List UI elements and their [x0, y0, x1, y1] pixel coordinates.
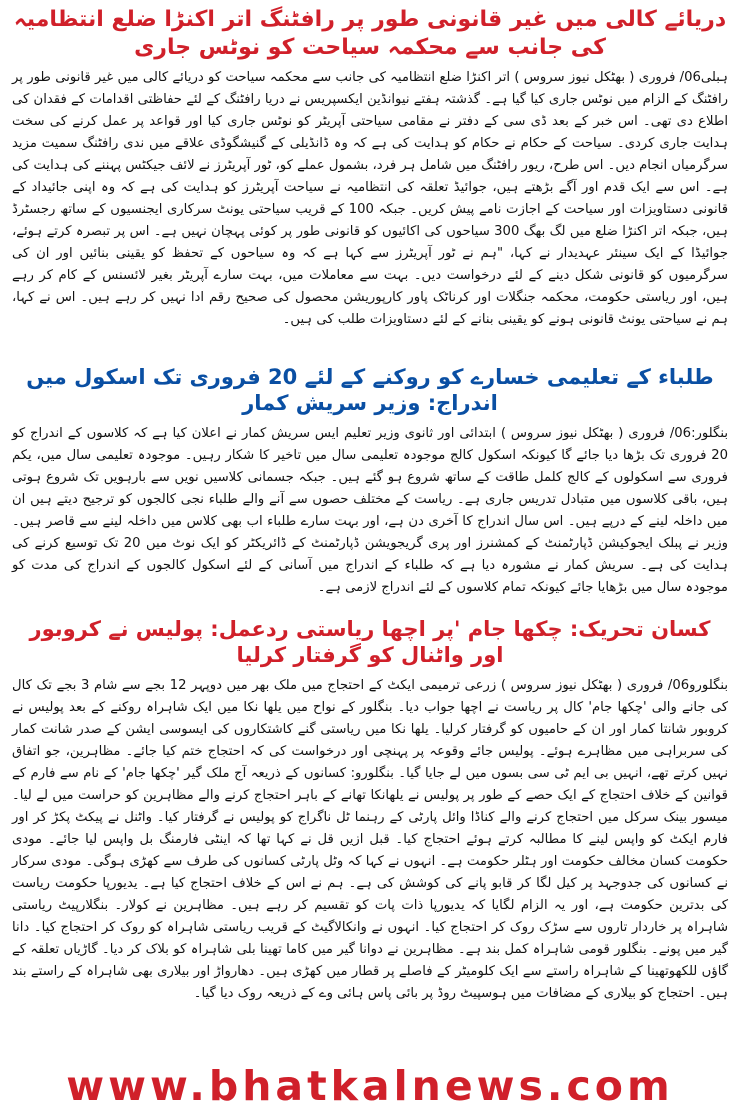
article-body: ہبلی06/ فروری ( بھٹکل نیوز سروس ) اتر اکنڑا ضلع انتظامیہ کی جانب سے محکمہ سیاحت کو دریائے کالی میں غیر قانونی طور پر رافٹنگ کے الزام میں نوٹس جاری کیا گیا ہے۔ گذشتہ ہفتے نیوانڈین ایکسپریس نے دریا رافٹنگ کے لئے حفاظتی اقدامات کے فقدان کی اطلاع دی تھی۔ اس خبر کے بعد ڈی سی کے دفتر نے مقامی سیاحتی آپریٹر کو نوٹس جاری کیا اور قواعد پر عمل کرنے کی سخت ہدایت جاری کردی۔ سیاحت کے حکام نے حکام کو ہدایت کی ہے کہ وہ ڈانڈیلی کے گنیشگوڈی علاقے میں ندی رافٹنگ سمیت مزید سرگرمیاں انجام دیں۔ اس طرح، ریور رافٹنگ میں شامل ہر فرد، بشمول عملے کو، ٹور آپریٹرز نے لائف جیکٹس پہننے کی ہدایت کی ہے۔ اس سے ایک قدم اور آگے بڑھتے ہیں، جوائیڈ تعلقہ کی انتظامیہ نے سیاحت آپریٹرز کو ہدایت کی ہے کہ وہ اپنی جائیداد کے قانونی دستاویزات اور سیاحت کے اجازت نامے پیش کریں۔ جبکہ 100 کے قریب سیاحتی یونٹ سرکاری ایجنسیوں کے ساتھ رجسٹرڈ ہیں، جبکہ اتر اکنڑا ضلع میں لگ بھگ 300 سیاحوں کی اکائیوں کو قانونی طور پر کوئی پہچان نہیں ہے۔ اس پر تبصرہ کرتے ہوئے، جوائیڈا کے ایک سینئر عہدیدار نے کہا، "ہم نے ٹور آپریٹرز سے کہا ہے کہ وہ سیاحوں کے تحفظ کو یقینی بنائیں اور ان کی سرگرمیوں کو قانونی شکل دینے کے لئے درخواست دیں۔ بہت سے معاملات میں، بہت سارے آپریٹر بغیر لائسنس کے کام کر رہے ہیں، اور ریاستی حکومت، محکمہ جنگلات اور کرناٹک پاور کارپوریشن محصول کی صحیح رقم ادا نہیں کر رہے ہیں۔ اس نے کہا، ہم نے سیاحتی یونٹ قانونی ہونے کو یقینی بنانے کے لئے دستاویزات طلب کی ہیں۔ — [12, 70, 729, 327]
site-url-banner[interactable]: www.bhatkalnews.com — [66, 1062, 674, 1110]
article-rafting-notice — [12, 6, 728, 331]
article-body: بنگلور:06/ فروری ( بھٹکل نیوز سروس ) ابتدائی اور ثانوی وزیر تعلیم ایس سریش کمار نے اعلان کیا ہے کہ کلاسوں کے اندراج کو 20 فروری تک بڑھا دیا جائے گا کیونکہ اسکول کالج موجودہ تعلیمی سال میں تاخیر کا شکار رہیں۔ موجودہ تعلیمی سال میں، یکم فروری سے اسکولوں کے کالج کلمل طاقت کے ساتھ شروع ہو گئے ہیں۔ جبکہ جسمانی کلاسیں نویں سے بارہویں تک شروع ہوتی ہیں، باقی کلاسوں میں متبادل تدریس جاری ہے۔ ریاست کے مختلف حصوں سے آنے والے طلباء نجی کالجوں کو ترجیح دیتے ہیں ان میں داخلہ لینے کے درپے ہیں۔ اس سال اندراج کا آخری دن ہے، اور بہت سارے طلباء اب بھی کلاس میں داخلہ لینے سے قاصر ہیں۔ وزیر نے پبلک ایجوکیشن ڈپارٹمنٹ کے کمشنرز اور پری گریجویشن ڈپارٹمنٹ کے ڈائریکٹر کو ایک نوٹ میں 20 تک توسیع کرنے کی ہدایت کی ہے۔ سریش کمار نے مشورہ دیا ہے کہ طلباء کے اندراج میں آسانی کے لئے اسکول کالجوں کے اندراج کی مدت کو موجودہ سال میں بڑھایا جائے کیونکہ تمام کلاسوں کے لئے اندراج لازمی ہے۔ — [12, 425, 728, 595]
article-headline: کسان تحریک: چکھا جام 'پر اچھا ریاستی ردعمل: پولیس نے کروبور اور واٹنال کو گرفتار کرلیا — [29, 617, 711, 668]
article-headline: دریائے کالی میں غیر قانونی طور پر رافٹنگ اتر اکنڑا ضلع انتظامیہ کی جانب سے محکمہ سیاحت کو نوٹس جاری — [13, 7, 727, 60]
article-school-enrollment — [12, 364, 728, 599]
article-headline: طلباء کے تعلیمی خسارے کو روکنے کے لئے 20 فروری تک اسکول میں اندراج: وزیر سریش کمار — [26, 365, 714, 416]
article-farmers-protest — [12, 616, 728, 1005]
article-body: بنگلورو06/ فروری ( بھٹکل نیوز سروس ) زرعی ترمیمی ایکٹ کے احتجاج میں ملک بھر میں دوپہر 12 بجے سے شام 3 بجے تک کال کی جانے والی 'چکھا جام' کال پر ریاست نے اچھا جواب دیا۔ بنگلور کے نواح میں یلھا نکا میں ایک شاہراہ روکنے کے بعد پولیس نے کروبور شانتا کمار اور ان کے حامیوں کو گرفتار کرلیا۔ یلھا نکا میں ریاستی گنے کاشتکاروں کی ایسوسی ایشن کے صدر شانت کمار کی سربراہی میں مظاہرے ہوئے۔ پولیس جائے وقوعہ پر پہنچی اور درخواست کی کہ احتجاج ختم کیا جائے۔ مظاہرین، جو اتفاق نہیں کرتے تھے، انہیں بی ایم ٹی سی بسوں میں لے جایا گیا۔ بنگلورو: کسانوں کے ذریعہ آج ملک گیر 'چکھا جام' کے نام سے فارم کے قوانین کے خلاف احتجاج کے ایک حصے کے طور پر پولیس نے یلھانکا تھانے کے باہر احتجاج کرنے والے مظاہرین کو حراست میں لے لیا۔ میسور بینک سرکل میں احتجاج کرنے والے کناڈا وائل پارٹی کے رہنما ٹل ناگراج کو پولیس نے گرفتار کیا۔ واٹنل نے پیکٹ پکڑ کر اور فارم ایکٹ کو واپس لینے کا مطالبہ کرتے ہوئے احتجاج کیا۔ قبل ازیں قل نے کہا تھا کہ اینٹی فارمنگ بل واپس لیا جائے۔ مودی حکومت کسان مخالف حکومت اور ہٹلر حکومت ہے۔ انہوں نے کہا کہ وٹل پارٹی کسانوں کی طرف سے کھڑی ہوگی۔ مودی سرکار نے کسانوں کی جدوجہد پر کیل لگا کر قابو پانے کی کوشش کی ہے۔ ہم نے اس کے خلاف احتجاج کیا ہے۔ یدیورپا حکومت ریاست کی بدترین حکومت ہے، اور یہ الزام لگایا کہ یدیورپا ذات پات کو تقسیم کر رہے ہیں۔ مظاہرین نے کولار۔ بنگلارپیٹ ریاستی شاہراہ پر خاردار تاروں سے سڑک روک کر احتجاج کیا۔ انہوں نے وانکالاگیٹ کے قریب ریاستی شاہراہ کو روک کر احتجاج کیا۔ دانا گیر میں پونے۔ بنگلور قومی شاہراہ کمل بند ہے۔ مظاہرین نے دوانا گیر میں کاما تھینا بلی شاہراہ کو بلاک کر دیا۔ گاڑیاں تعلقہ کے گاؤں للکھوتھینا کے شاہراہ راستے سے ایک کلومیٹر کے فاصلے پر قطار میں کھڑی ہیں۔ دھارواڑ اور بیلاری بھی شاہراہ کے راستے بند ہیں۔ احتجاج کو بیلاری کے مضافات میں ہوسپیٹ روڈ پر بائی پاس ہائی وے کے ذریعہ روک دیا گیا۔ — [12, 677, 729, 1001]
